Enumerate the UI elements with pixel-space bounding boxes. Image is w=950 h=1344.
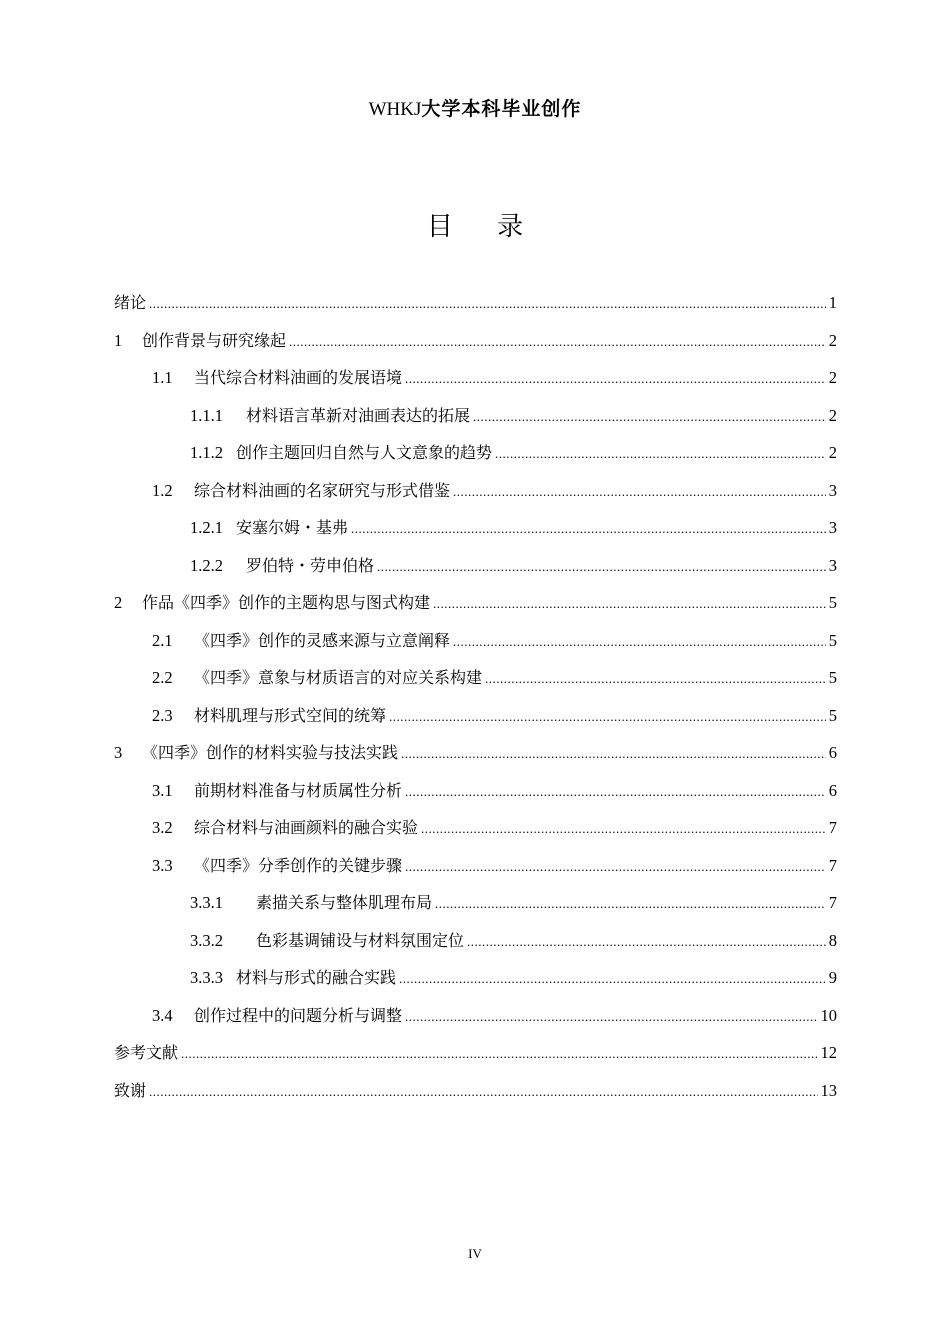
toc-entry-title: 材料与形式的融合实践 [236, 968, 397, 987]
toc-entry-title: 素描关系与整体肌理布局 [256, 893, 433, 912]
toc-entry[interactable] [114, 622, 837, 660]
toc-leader-dots [401, 735, 826, 773]
toc-entry-title: 创作过程中的问题分析与调整 [194, 1005, 403, 1025]
toc-entry-page: 7 [828, 818, 837, 837]
toc-entry-number: 3.3.1 [190, 893, 223, 912]
toc-entry-number: 2.2 [152, 668, 173, 687]
toc-title: 目 录 [426, 212, 542, 242]
toc-entry-title: 当代综合材料油画的发展语境 [194, 368, 403, 387]
toc-entry[interactable] [114, 434, 837, 472]
toc-entry-page: 3 [828, 480, 837, 500]
toc-entry[interactable] [114, 397, 837, 435]
toc-entry-page: 7 [828, 855, 837, 875]
toc-entry-number: 1.1.2 [190, 443, 223, 462]
toc-entry-number: 1.1.1 [190, 405, 223, 425]
toc-leader-dots [473, 398, 826, 436]
toc-entry[interactable] [114, 359, 837, 397]
toc-entry-title: 作品《四季》创作的主题构思与图式构建 [142, 593, 431, 612]
toc-entry-title: 创作背景与研究缘起 [142, 330, 287, 350]
toc-entry[interactable] [114, 809, 837, 847]
toc-entry[interactable] [114, 509, 837, 547]
toc-leader-dots [495, 435, 826, 473]
toc-entry-page: 2 [828, 443, 837, 462]
toc-entry-title: 前期材料准备与材质属性分析 [194, 780, 403, 800]
toc-entry-page: 5 [828, 630, 837, 650]
toc-leader-dots [149, 285, 826, 323]
toc-entry-page: 5 [828, 705, 837, 725]
toc-entry-title: 综合材料与油画颜料的融合实验 [194, 818, 419, 837]
toc-entry-title: 《四季》创作的材料实验与技法实践 [142, 743, 399, 762]
toc-leader-dots [421, 810, 826, 848]
toc-entry-number: 1.2.1 [190, 518, 223, 537]
toc-entry-title: 《四季》意象与材质语言的对应关系构建 [194, 668, 483, 687]
toc-leader-dots [377, 548, 826, 586]
toc-entry-number: 3.4 [152, 1005, 173, 1025]
toc-entry[interactable] [114, 734, 837, 772]
toc-entry-page: 3 [828, 518, 837, 537]
toc-entry[interactable] [114, 1034, 837, 1072]
toc-entry-number: 3.3 [152, 855, 173, 875]
toc-entry-title: 致谢 [114, 1080, 147, 1100]
toc-leader-dots [405, 848, 826, 886]
toc-leader-dots [405, 360, 826, 398]
toc-entry-number: 2.3 [152, 705, 173, 725]
toc-entry-title: 安塞尔姆・基弗 [236, 518, 349, 537]
toc-entry-page: 7 [828, 893, 837, 912]
toc-leader-dots [433, 585, 826, 623]
toc-entry-number: 1.2 [152, 480, 173, 500]
toc-entry[interactable] [114, 697, 837, 735]
toc-entry-page: 5 [828, 668, 837, 687]
toc-entry-title: 创作主题回归自然与人文意象的趋势 [236, 443, 493, 462]
toc-leader-dots [181, 1035, 817, 1073]
toc-entry-title: 综合材料油画的名家研究与形式借鉴 [194, 480, 451, 500]
toc-entry-number: 1 [114, 330, 123, 350]
toc-entry-number: 3.3.2 [190, 930, 223, 950]
toc-entry[interactable] [114, 1072, 837, 1110]
toc-leader-dots [389, 698, 826, 736]
toc-entry-page: 12 [820, 1043, 837, 1062]
toc-entry[interactable] [114, 922, 837, 960]
toc-leader-dots [485, 660, 826, 698]
toc-leader-dots [453, 473, 826, 511]
header-latin: WHKJ [368, 99, 422, 120]
toc-entry[interactable] [114, 772, 837, 810]
toc-leader-dots [351, 510, 826, 548]
toc-entry-title: 《四季》创作的灵感来源与立意阐释 [194, 630, 451, 650]
toc-entry-page: 2 [828, 368, 837, 387]
header-title: 大学本科毕业创作 [421, 98, 582, 120]
toc-entry-page: 5 [828, 593, 837, 612]
toc-entry-page: 6 [828, 743, 837, 762]
toc-entry-title: 材料肌理与形式空间的统筹 [194, 705, 387, 725]
toc-entry-number: 2.1 [152, 630, 173, 650]
page-number: IV [468, 1246, 482, 1261]
toc-leader-dots [467, 923, 826, 961]
toc-leader-dots [405, 773, 826, 811]
page-header [0, 96, 950, 123]
toc-leader-dots [405, 998, 817, 1036]
toc-entry[interactable] [114, 584, 837, 622]
toc-entry-page: 2 [828, 405, 837, 425]
toc-entry-page: 13 [820, 1080, 837, 1100]
toc-entry[interactable] [114, 997, 837, 1035]
toc-entry-page: 9 [828, 968, 837, 987]
toc-leader-dots [399, 960, 826, 998]
toc-entry[interactable] [114, 884, 837, 922]
toc-entry[interactable] [114, 322, 837, 360]
toc-leader-dots [149, 1073, 817, 1111]
toc-entry-number: 3.2 [152, 818, 173, 837]
toc-leader-dots [453, 623, 826, 661]
toc-entry-title: 色彩基调铺设与材料氛围定位 [256, 930, 465, 950]
toc-entry-title: 罗伯特・劳申伯格 [246, 555, 375, 575]
toc-entry[interactable] [114, 847, 837, 885]
toc-entry-number: 3.1 [152, 780, 173, 800]
toc-entry-page: 8 [828, 930, 837, 950]
toc-leader-dots [435, 885, 826, 923]
toc-entry-number: 1.1 [152, 368, 173, 387]
toc-entry-page: 10 [820, 1005, 837, 1025]
toc-entry-number: 2 [114, 593, 123, 612]
toc-leader-dots [289, 323, 826, 361]
toc-entry-title: 《四季》分季创作的关键步骤 [194, 855, 403, 875]
toc-entry-number: 3 [114, 743, 123, 762]
toc-entry[interactable] [114, 959, 837, 997]
toc-entry-number: 1.2.2 [190, 555, 223, 575]
toc-entry[interactable] [114, 472, 837, 510]
toc-entry[interactable] [114, 284, 837, 322]
table-of-contents [114, 284, 837, 1109]
toc-entry[interactable] [114, 659, 837, 697]
toc-entry-page: 3 [828, 555, 837, 575]
toc-entry-title: 参考文献 [114, 1043, 179, 1062]
toc-entry-title: 材料语言革新对油画表达的拓展 [246, 405, 471, 425]
toc-entry-page: 1 [828, 293, 837, 312]
toc-entry-title: 绪论 [114, 293, 147, 312]
toc-entry[interactable] [114, 547, 837, 585]
toc-entry-page: 6 [828, 780, 837, 800]
toc-entry-number: 3.3.3 [190, 968, 223, 987]
toc-entry-page: 2 [828, 330, 837, 350]
